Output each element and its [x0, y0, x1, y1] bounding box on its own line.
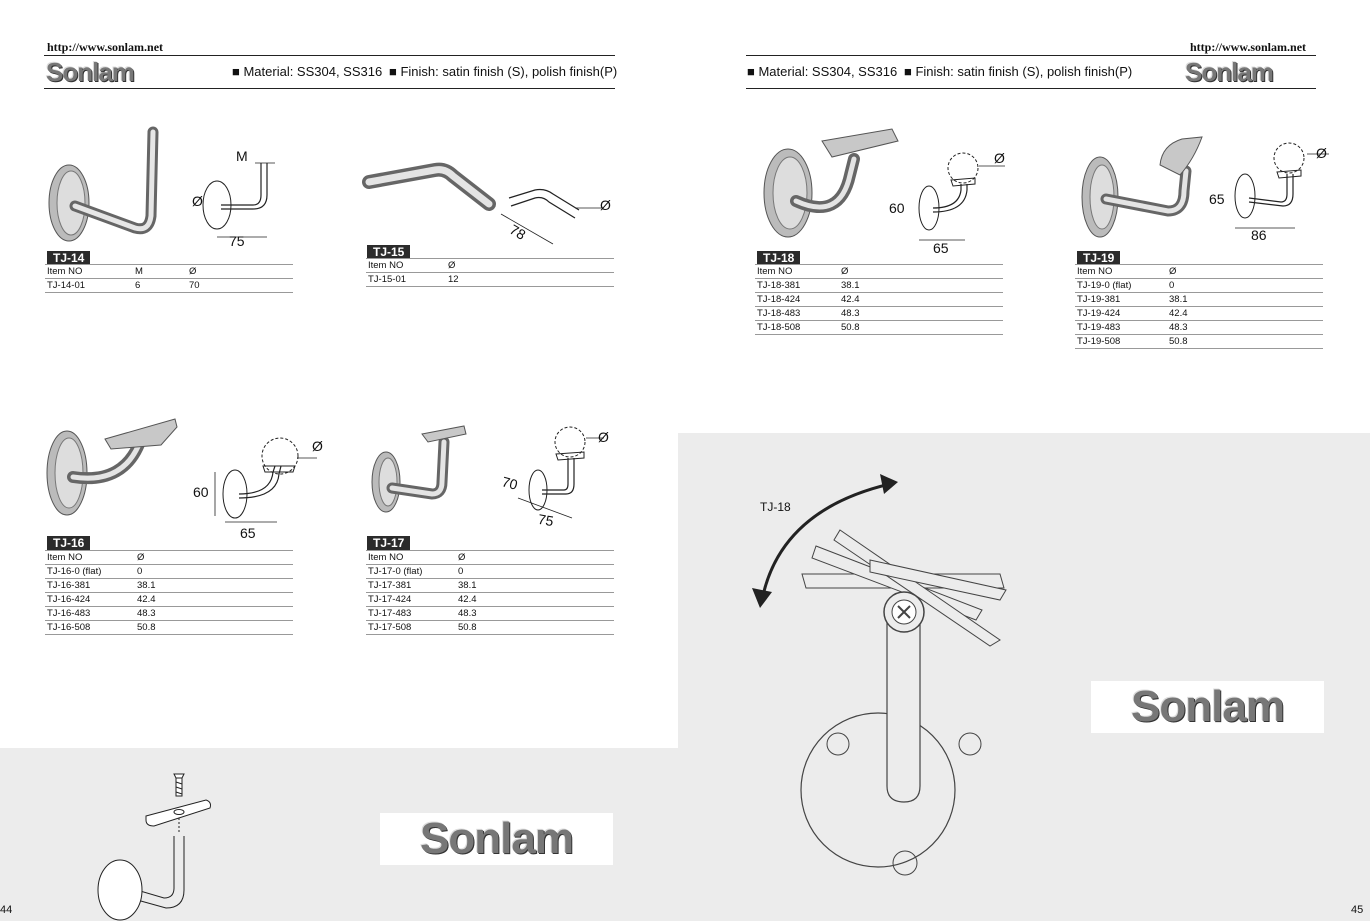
- finish-text: Finish: satin finish (S), polish finish(P): [915, 64, 1133, 79]
- table-cell: TJ-19-483: [1075, 321, 1167, 335]
- header-rule: [44, 88, 615, 89]
- table-cell: TJ-19-0 (flat): [1075, 279, 1167, 293]
- product-tag-tj14: TJ-14: [47, 251, 90, 265]
- table-cell: TJ-19-381: [1075, 293, 1167, 307]
- table-cell: TJ-17-483: [366, 607, 456, 621]
- table-row: [755, 293, 1003, 307]
- dim-label: Ø: [600, 197, 611, 213]
- table-row: [366, 593, 614, 607]
- table-cell: TJ-17-0 (flat): [366, 565, 456, 579]
- tj16-spec-table: [45, 550, 293, 635]
- diagram-label: TJ-18: [760, 500, 791, 514]
- rotation-diagram: [750, 470, 1030, 900]
- tj17-photo: [370, 420, 480, 530]
- table-cell: 12: [446, 273, 614, 287]
- table-cell: TJ-17-508: [366, 621, 456, 635]
- header-rule: [746, 88, 1316, 89]
- table-cell: TJ-16-424: [45, 593, 135, 607]
- table-header: Item NO: [1075, 265, 1167, 279]
- table-cell: 38.1: [839, 279, 1003, 293]
- table-cell: 38.1: [456, 579, 614, 593]
- page-number-right: 45: [1351, 904, 1364, 916]
- table-cell: 48.3: [135, 607, 293, 621]
- product-tag-tj17: TJ-17: [367, 536, 410, 550]
- table-header-row: [366, 259, 614, 273]
- table-cell: TJ-18-508: [755, 321, 839, 335]
- table-header: Ø: [1167, 265, 1323, 279]
- table-cell: 0: [1167, 279, 1323, 293]
- table-row: [1075, 321, 1323, 335]
- table-row: [45, 565, 293, 579]
- table-cell: 38.1: [1167, 293, 1323, 307]
- material-text: Material: SS304, SS316: [758, 64, 898, 79]
- table-row: [755, 307, 1003, 321]
- tj19-photo: [1078, 135, 1208, 245]
- table-cell: 38.1: [135, 579, 293, 593]
- table-cell: TJ-14-01: [45, 279, 133, 293]
- table-cell: TJ-17-424: [366, 593, 456, 607]
- table-header-row: [1075, 265, 1323, 279]
- table-header: Item NO: [366, 551, 456, 565]
- table-cell: TJ-15-01: [366, 273, 446, 287]
- left-banner-logo: Sonlam: [380, 813, 613, 865]
- dim-label: 78: [507, 221, 529, 243]
- table-cell: 50.8: [456, 621, 614, 635]
- table-cell: TJ-16-508: [45, 621, 135, 635]
- table-row: [366, 621, 614, 635]
- table-row: [755, 321, 1003, 335]
- table-cell: 48.3: [839, 307, 1003, 321]
- table-row: [1075, 307, 1323, 321]
- table-header: Item NO: [366, 259, 446, 273]
- dim-label: 60: [889, 200, 905, 216]
- table-cell: TJ-17-381: [366, 579, 456, 593]
- tj15-photo: [365, 160, 495, 220]
- tj17-spec-table: [366, 550, 614, 635]
- table-row: [45, 579, 293, 593]
- table-row: [1075, 335, 1323, 349]
- table-row: [755, 279, 1003, 293]
- table-cell: TJ-16-483: [45, 607, 135, 621]
- dim-label: M: [236, 148, 248, 164]
- table-header-row: [755, 265, 1003, 279]
- table-header: Ø: [135, 551, 293, 565]
- right-banner-logo: Sonlam: [1091, 681, 1324, 733]
- table-cell: 50.8: [839, 321, 1003, 335]
- table-cell: 42.4: [456, 593, 614, 607]
- table-header: Ø: [839, 265, 1003, 279]
- table-cell: 0: [135, 565, 293, 579]
- table-header-row: [45, 265, 293, 279]
- left-finish: ■ Finish: satin finish (S), polish finish(P): [389, 64, 618, 79]
- table-header: Ø: [456, 551, 614, 565]
- table-header: Ø: [446, 259, 614, 273]
- dim-label: Ø: [598, 429, 609, 445]
- table-cell: 0: [456, 565, 614, 579]
- left-logo: Sonlam: [46, 57, 134, 87]
- table-header: M: [133, 265, 187, 279]
- dim-label: 60: [193, 484, 209, 500]
- table-row: [45, 621, 293, 635]
- tj14-photo: [45, 128, 165, 248]
- table-header: Item NO: [755, 265, 839, 279]
- table-cell: TJ-18-381: [755, 279, 839, 293]
- table-row: [1075, 293, 1323, 307]
- header-rule: [746, 55, 1316, 56]
- product-tag-tj15: TJ-15: [367, 245, 410, 259]
- table-row: [45, 593, 293, 607]
- table-header-row: [366, 551, 614, 565]
- table-cell: 50.8: [1167, 335, 1323, 349]
- table-cell: 6: [133, 279, 187, 293]
- finish-text: Finish: satin finish (S), polish finish(P): [400, 64, 618, 79]
- table-row: [45, 279, 293, 293]
- table-cell: TJ-19-508: [1075, 335, 1167, 349]
- table-row: [366, 565, 614, 579]
- dim-label: 65: [240, 525, 256, 541]
- table-cell: TJ-16-381: [45, 579, 135, 593]
- dim-label: 75: [536, 510, 555, 530]
- table-cell: 50.8: [135, 621, 293, 635]
- table-header-row: [45, 551, 293, 565]
- table-row: [366, 273, 614, 287]
- table-cell: 42.4: [1167, 307, 1323, 321]
- dim-label: 75: [229, 233, 245, 249]
- table-row: [1075, 279, 1323, 293]
- exploded-bracket-diagram: [90, 770, 220, 920]
- table-row: [366, 607, 614, 621]
- header-rule: [44, 55, 615, 56]
- dim-label: 65: [933, 240, 949, 256]
- tj14-spec-table: [45, 264, 293, 293]
- tj16-drawing: [205, 436, 325, 536]
- table-cell: 48.3: [1167, 321, 1323, 335]
- right-material: ■ Material: SS304, SS316: [747, 64, 898, 79]
- dim-label: Ø: [1316, 145, 1327, 161]
- table-header: Item NO: [45, 551, 135, 565]
- dim-label: Ø: [994, 150, 1005, 166]
- tj18-spec-table: [755, 264, 1003, 335]
- tj18-photo: [760, 125, 900, 245]
- left-url[interactable]: http://www.sonlam.net: [47, 40, 164, 54]
- table-cell: TJ-16-0 (flat): [45, 565, 135, 579]
- table-row: [366, 579, 614, 593]
- dim-label: Ø: [192, 193, 203, 209]
- right-logo: Sonlam: [1185, 57, 1273, 87]
- product-tag-tj18: TJ-18: [757, 251, 800, 265]
- right-finish: ■ Finish: satin finish (S), polish finish(P): [904, 64, 1133, 79]
- table-cell: TJ-19-424: [1075, 307, 1167, 321]
- dim-label: 86: [1251, 227, 1267, 243]
- product-tag-tj16: TJ-16: [47, 536, 90, 550]
- page-number-left: 44: [0, 904, 13, 916]
- dim-label: 65: [1209, 191, 1225, 207]
- right-url[interactable]: http://www.sonlam.net: [1190, 40, 1307, 54]
- table-cell: 70: [187, 279, 293, 293]
- table-cell: TJ-18-424: [755, 293, 839, 307]
- dim-label: 70: [500, 473, 520, 493]
- table-header: Ø: [187, 265, 293, 279]
- table-cell: 42.4: [839, 293, 1003, 307]
- table-cell: TJ-18-483: [755, 307, 839, 321]
- product-tag-tj19: TJ-19: [1077, 251, 1120, 265]
- tj16-photo: [45, 415, 185, 525]
- table-cell: 42.4: [135, 593, 293, 607]
- material-text: Material: SS304, SS316: [243, 64, 383, 79]
- tj19-spec-table: [1075, 264, 1323, 349]
- dim-label: Ø: [312, 438, 323, 454]
- tj15-spec-table: [366, 258, 614, 287]
- table-header: Item NO: [45, 265, 133, 279]
- left-material: ■ Material: SS304, SS316: [232, 64, 383, 79]
- table-row: [45, 607, 293, 621]
- table-cell: 48.3: [456, 607, 614, 621]
